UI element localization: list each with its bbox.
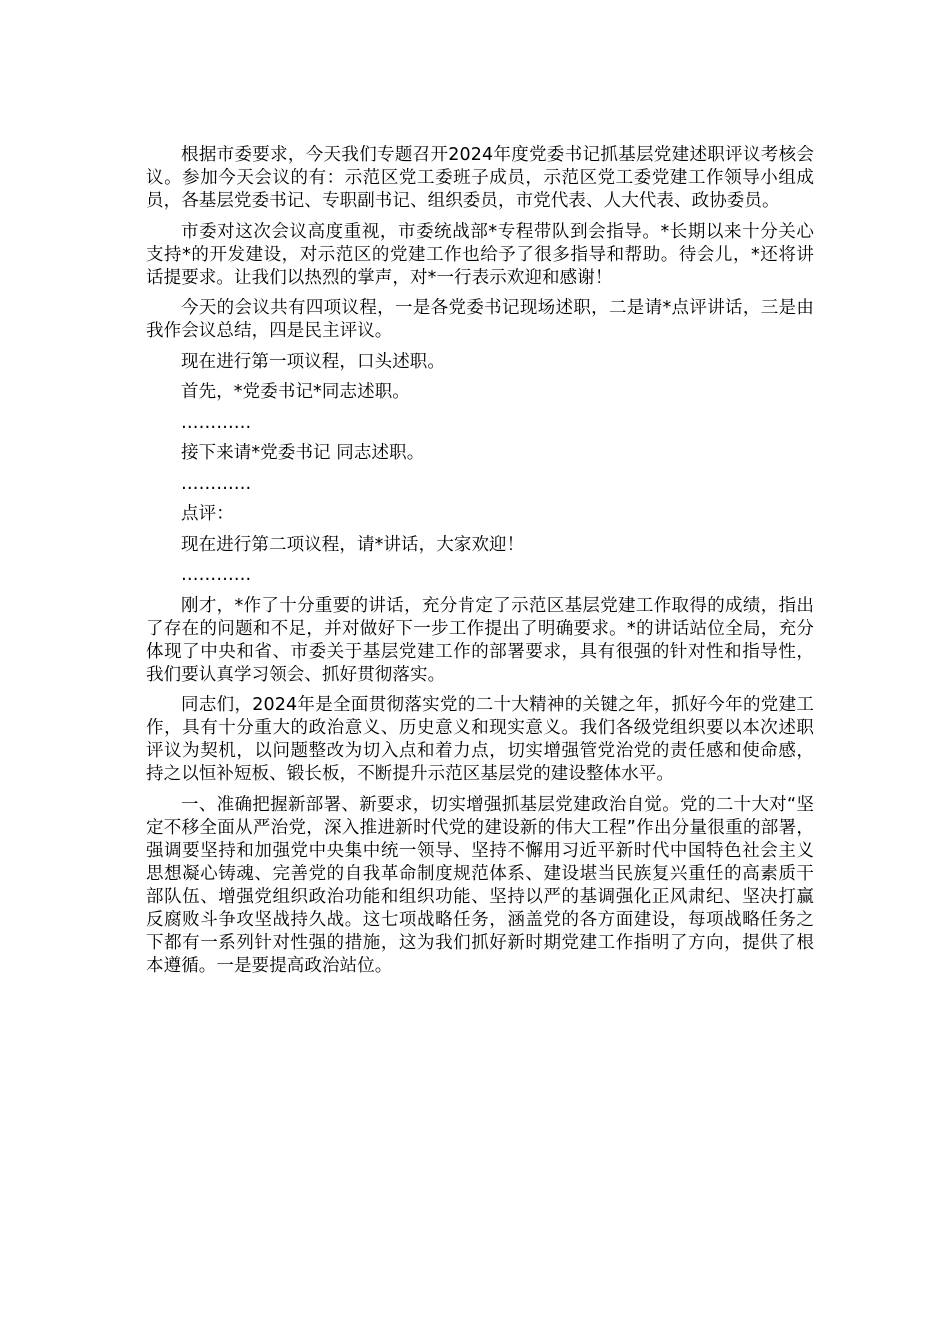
ellipsis-2: ………… bbox=[181, 473, 252, 494]
paragraph-9: 刚才，*作了十分重要的讲话，充分肯定了示范区基层党建工作取得的成绩，指出了存在的问题和不足，并对做好下一步工作提出了明确要求。*的讲话站位全局，充分体现了中央和省、市委关于基层党建工作的部署要求，具有很强的针对性和指导性，我们要认真学习领会、抓好贯彻落实。 bbox=[146, 595, 814, 685]
paragraph-11: 一、准确把握新部署、新要求，切实增强抓基层党建政治自觉。党的二十大对“坚定不移全面从严治党，深入推进新时代党的建设新的伟大工程”作出分量很重的部署，强调要坚持和加强党中央集中统一领导、坚持不懈用习近平新时代中国特色社会主义思想凝心铸魂、完善党的自我革命制度规范体系、建设堪当民族复兴重任的高素质干部队伍、增强党组织政治功能和组织功能、坚持以严的基调强化正风肃纪、坚决打赢反腐败斗争攻坚战持久战。这七项战略任务，涵盖党的各方面建设，每项战略任务之下都有一系列针对性强的措施，这为我们抓好新时期党建工作指明了方向，提供了根本遵循。一是要提高政治站位。 bbox=[146, 794, 814, 976]
document-body bbox=[146, 144, 814, 985]
paragraph-5: 首先，*党委书记*同志述职。 bbox=[181, 382, 410, 402]
paragraph-7: 点评： bbox=[181, 504, 234, 524]
paragraph-3: 今天的会议共有四项议程，一是各党委书记现场述职，二是请*点评讲话，三是由我作会议总结，四是民主评议。 bbox=[146, 298, 814, 341]
paragraph-2: 市委对这次会议高度重视，市委统战部*专程带队到会指导。*长期以来十分关心支持*的开发建设，对示范区的党建工作也给予了很多指导和帮助。待会儿，*还将讲话提要求。让我们以热烈的掌声，对*一行表示欢迎和感谢！ bbox=[146, 221, 814, 288]
paragraph-10: 同志们，2024年是全面贯彻落实党的二十大精神的关键之年，抓好今年的党建工作，具有十分重大的政治意义、历史意义和现实意义。我们各级党组织要以本次述职评议为契机，以问题整改为切入点和着力点，切实增强管党治党的责任感和使命感，持之以恒补短板、锻长板，不断提升示范区基层党的建设整体水平。 bbox=[146, 695, 814, 784]
paragraph-6: 接下来请*党委书记 同志述职。 bbox=[181, 443, 425, 463]
paragraph-1: 根据市委要求，今天我们专题召开2024年度党委书记抓基层党建述职评议考核会议。参加今天会议的有：示范区党工委班子成员，示范区党工委党建工作领导小组成员，各基层党委书记、专职副书记、组织委员，市党代表、人大代表、政协委员。 bbox=[146, 145, 814, 211]
paragraph-8: 现在进行第二项议程，请*讲话，大家欢迎！ bbox=[181, 534, 525, 555]
ellipsis-3: ………… bbox=[181, 565, 252, 585]
ellipsis-1: ………… bbox=[181, 412, 252, 433]
paragraph-4: 现在进行第一项议程，口头述职。 bbox=[181, 351, 445, 372]
